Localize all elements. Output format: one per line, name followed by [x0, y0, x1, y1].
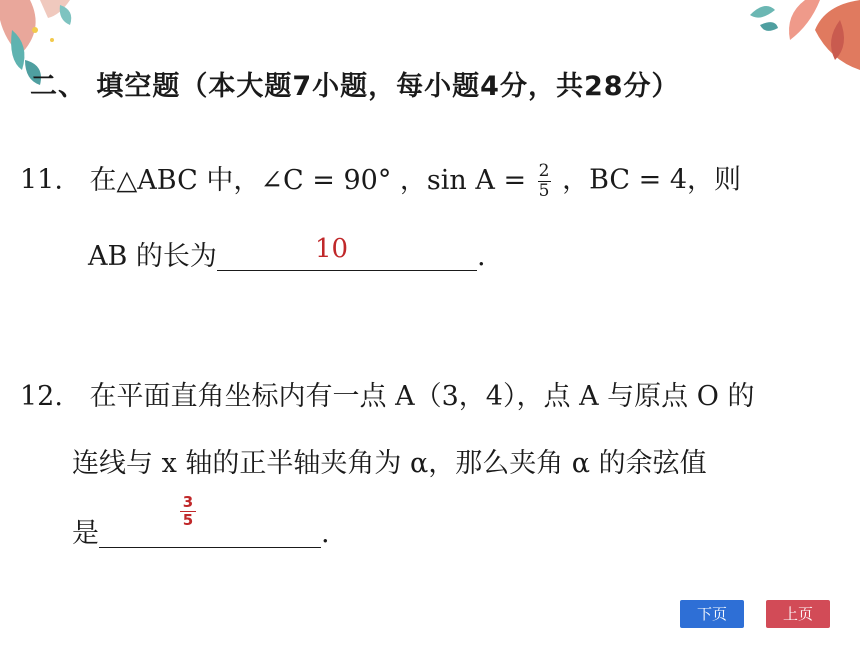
previous-page-button[interactable]: 上页: [766, 600, 830, 628]
sin-fraction-denominator: 5: [538, 180, 550, 201]
section-heading: 二、 填空题（本大题7小题，每小题4分，共28分）: [30, 71, 680, 102]
question-11-text-a: 在△ABC 中，∠C = 90° ，sin A =: [89, 164, 527, 196]
question-11-number: 11.: [20, 164, 63, 196]
question-11-text-c: AB 的长为: [88, 241, 217, 272]
sin-fraction-numerator: 2: [538, 161, 550, 181]
question-11-end: .: [476, 241, 486, 272]
sin-fraction: [538, 162, 551, 200]
question-11-answer: 10: [315, 234, 349, 264]
question-12-end: .: [321, 518, 330, 549]
question-12-number: 12.: [20, 381, 63, 412]
question-11-line-1: [20, 162, 741, 200]
question-12-line-2: [72, 450, 707, 477]
question-12-text-c: 是: [72, 518, 99, 549]
question-11-text-b: ，BC = 4，则: [562, 164, 742, 196]
question-12-line-3: [72, 520, 330, 548]
question-12-answer-fraction: [180, 494, 196, 530]
question-12-text-b: 连线与 x 轴的正半轴夹角为 α，那么夹角 α 的余弦值: [72, 448, 707, 479]
answer-fraction-denominator: 5: [182, 511, 194, 530]
question-12-line-1: [20, 383, 754, 410]
leaf-decoration-right: [720, 0, 860, 80]
question-12-answer-blank: [99, 520, 321, 548]
answer-fraction-numerator: 3: [180, 494, 196, 512]
question-12-text-a: 在平面直角坐标内有一点 A（3，4），点 A 与原点 O 的: [89, 381, 755, 412]
next-page-button[interactable]: 下页: [680, 600, 744, 628]
question-11-line-2: [88, 243, 486, 271]
